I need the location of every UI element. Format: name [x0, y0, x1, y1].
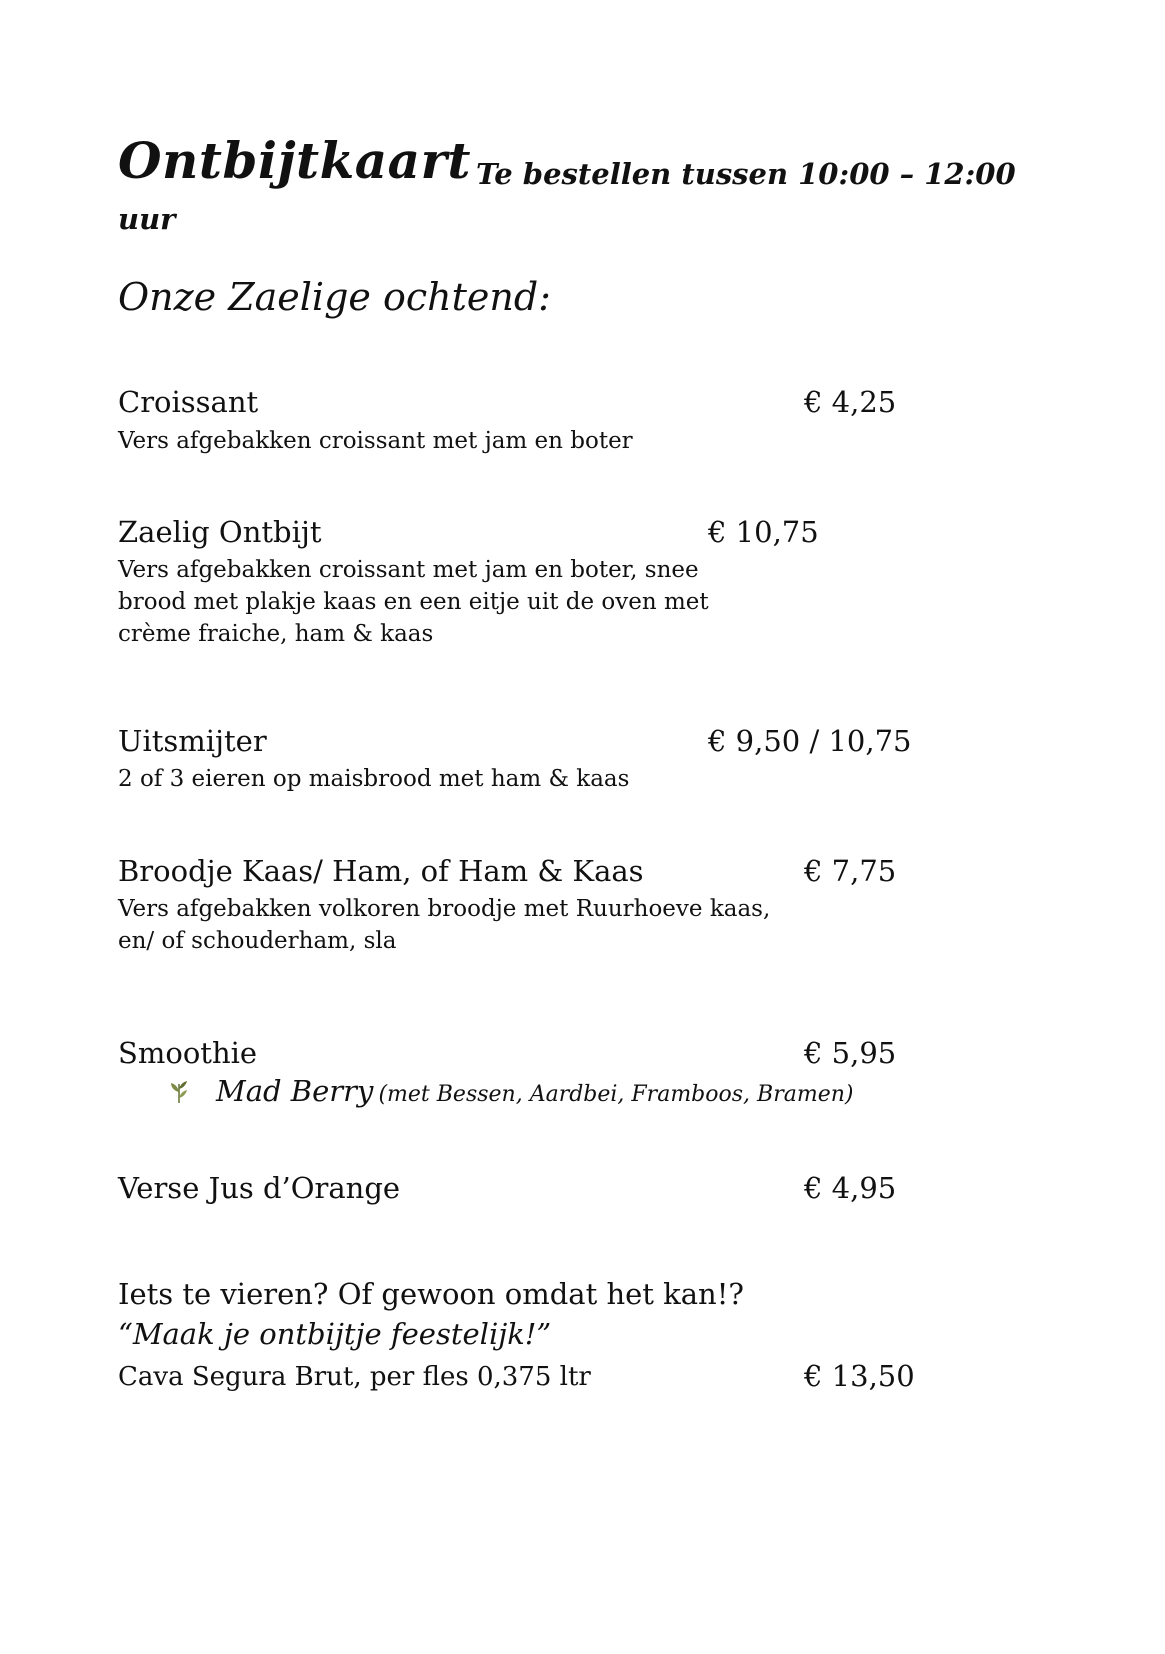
smoothie-flavor — [216, 1074, 854, 1108]
smoothie-flavor-name: Mad Berry — [216, 1074, 374, 1108]
item-price-broodje: € 7,75 — [804, 854, 897, 888]
item-name-croissant: Croissant — [118, 385, 259, 419]
order-hours-text-wrap: uur — [118, 202, 176, 236]
promo-item-name: Cava Segura Brut, per fles 0,375 ltr — [118, 1362, 591, 1392]
item-price-smoothie: € 5,95 — [804, 1036, 897, 1070]
item-name-zaelig-ontbijt: Zaelig Ontbijt — [118, 515, 322, 549]
promo-item-price: € 13,50 — [804, 1359, 915, 1393]
item-description-line: Vers afgebakken croissant met jam en boter, snee — [118, 557, 699, 583]
menu-title: Ontbijtkaart — [118, 131, 472, 190]
leaf-icon — [168, 1078, 190, 1104]
section-title: Onze Zaelige ochtend: — [118, 275, 551, 319]
item-price-croissant: € 4,25 — [804, 385, 897, 419]
promo-tagline: “Maak je ontbijtje feestelijk!” — [118, 1317, 552, 1351]
item-description-line: brood met plakje kaas en een eitje uit de oven met — [118, 589, 709, 615]
promo-heading: Iets te vieren? Of gewoon omdat het kan!? — [118, 1277, 744, 1311]
item-price-uitsmijter: € 9,50 / 10,75 — [708, 724, 912, 758]
item-name-jus-dorange: Verse Jus d’Orange — [118, 1171, 401, 1205]
item-price-zaelig-ontbijt: € 10,75 — [708, 515, 819, 549]
item-name-broodje: Broodje Kaas/ Ham, of Ham & Kaas — [118, 854, 644, 888]
item-description-line: 2 of 3 eieren op maisbrood met ham & kaas — [118, 766, 630, 792]
item-description-line: Vers afgebakken volkoren broodje met Ruurhoeve kaas, — [118, 896, 771, 922]
item-description-line: Vers afgebakken croissant met jam en boter — [118, 428, 633, 454]
item-name-smoothie: Smoothie — [118, 1036, 258, 1070]
item-description-line: crème fraiche, ham & kaas — [118, 621, 434, 647]
item-price-jus-dorange: € 4,95 — [804, 1171, 897, 1205]
smoothie-flavor-detail: (met Bessen, Aardbei, Framboos, Bramen) — [378, 1082, 854, 1107]
order-hours-text: Te bestellen tussen 10:00 – 12:00 — [476, 157, 1016, 191]
item-description-line: en/ of schouderham, sla — [118, 928, 397, 954]
item-name-uitsmijter: Uitsmijter — [118, 724, 267, 758]
